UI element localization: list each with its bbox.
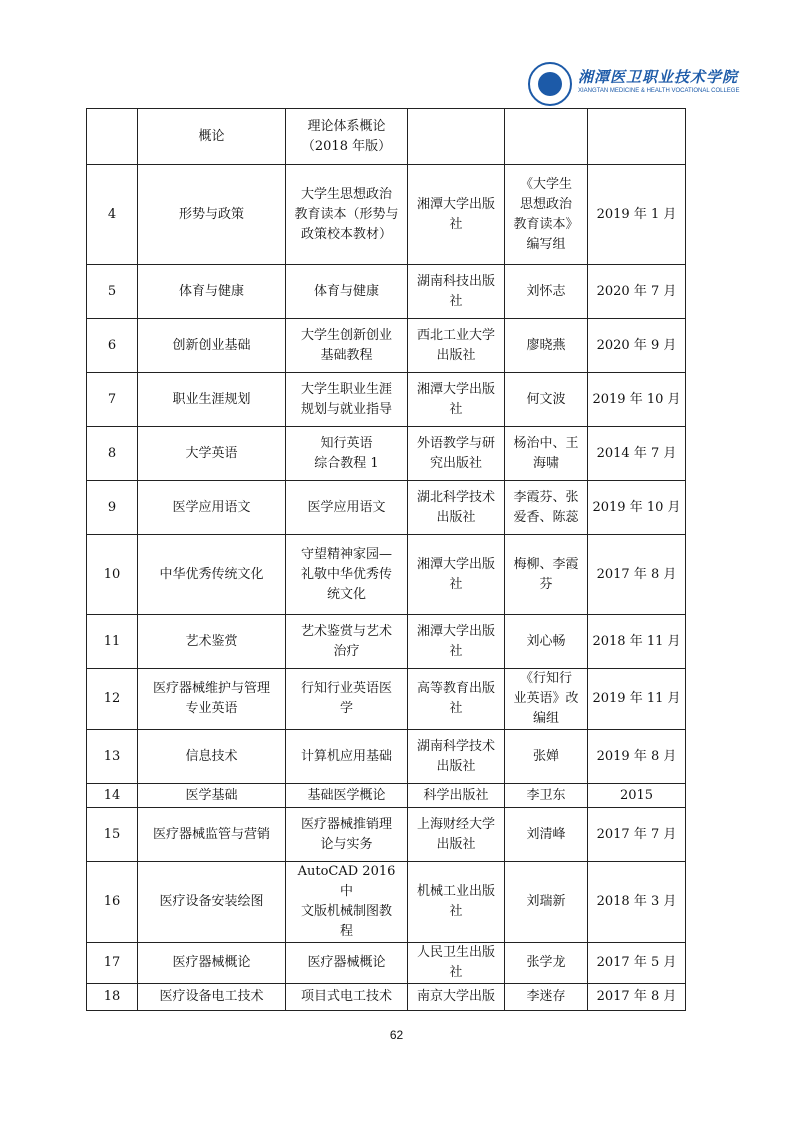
- table-cell: 7: [87, 373, 138, 427]
- table-cell: 湘潭大学出版 社: [408, 615, 505, 669]
- table-cell: 医学应用语文: [138, 481, 286, 535]
- table-cell: 李卫东: [505, 784, 588, 808]
- table-cell: 2019 年 11 月: [588, 669, 686, 730]
- table-cell: 《行知行 业英语》改 编组: [505, 669, 588, 730]
- table-cell: 理论体系概论 （2018 年版）: [286, 109, 408, 165]
- table-cell: 14: [87, 784, 138, 808]
- table-cell: 信息技术: [138, 730, 286, 784]
- table-cell: 湖南科技出版 社: [408, 265, 505, 319]
- table-cell: 11: [87, 615, 138, 669]
- table-cell: 湘潭大学出版 社: [408, 165, 505, 265]
- table-cell: 基础医学概论: [286, 784, 408, 808]
- table-row: [87, 784, 686, 808]
- table-cell: 2019 年 1 月: [588, 165, 686, 265]
- table-cell: 2019 年 10 月: [588, 481, 686, 535]
- table-cell: 人民卫生出版 社: [408, 943, 505, 984]
- table-cell: 2017 年 5 月: [588, 943, 686, 984]
- table-cell: 医疗器械监管与营销: [138, 808, 286, 862]
- table-cell: 湘潭大学出版 社: [408, 535, 505, 615]
- table-cell: 医学基础: [138, 784, 286, 808]
- table-cell: 2017 年 8 月: [588, 535, 686, 615]
- school-name-en: XIANGTAN MEDICINE & HEALTH VOCATIONAL COLLEGE: [578, 88, 740, 94]
- table-cell: [505, 109, 588, 165]
- table-cell: 湖南科学技术 出版社: [408, 730, 505, 784]
- table-cell: 2015: [588, 784, 686, 808]
- table-cell: 2018 年 3 月: [588, 862, 686, 943]
- table-cell: 何文波: [505, 373, 588, 427]
- table-cell: 杨治中、王 海啸: [505, 427, 588, 481]
- table-row: [87, 615, 686, 669]
- table-cell: 中华优秀传统文化: [138, 535, 286, 615]
- table-cell: 2019 年 8 月: [588, 730, 686, 784]
- table-row: [87, 669, 686, 730]
- table-cell: 概论: [138, 109, 286, 165]
- table-cell: 医疗器械概论: [138, 943, 286, 984]
- table-row: [87, 373, 686, 427]
- table-cell: 15: [87, 808, 138, 862]
- table-cell: 4: [87, 165, 138, 265]
- table-cell: 创新创业基础: [138, 319, 286, 373]
- table-cell: 廖晓燕: [505, 319, 588, 373]
- table-row: [87, 265, 686, 319]
- table-cell: 形势与政策: [138, 165, 286, 265]
- table-row: [87, 319, 686, 373]
- table-cell: 刘瑞新: [505, 862, 588, 943]
- table-cell: 医疗器械维护与管理 专业英语: [138, 669, 286, 730]
- table-cell: 12: [87, 669, 138, 730]
- table-cell: 刘清峰: [505, 808, 588, 862]
- table-row: [87, 427, 686, 481]
- table-cell: 2019 年 10 月: [588, 373, 686, 427]
- table-row: [87, 165, 686, 265]
- table-cell: 外语教学与研 究出版社: [408, 427, 505, 481]
- table-cell: 医疗器械推销理 论与实务: [286, 808, 408, 862]
- page-number: 62: [389, 1028, 404, 1042]
- table-cell: 刘怀志: [505, 265, 588, 319]
- table-cell: 医疗设备安装绘图: [138, 862, 286, 943]
- table-cell: [87, 109, 138, 165]
- table-cell: 2017 年 7 月: [588, 808, 686, 862]
- table-cell: 8: [87, 427, 138, 481]
- table-cell: 知行英语 综合教程 1: [286, 427, 408, 481]
- table-cell: 西北工业大学 出版社: [408, 319, 505, 373]
- table-row: [87, 109, 686, 165]
- table-cell: 大学英语: [138, 427, 286, 481]
- table-cell: 16: [87, 862, 138, 943]
- table-cell: 计算机应用基础: [286, 730, 408, 784]
- school-emblem-icon: [528, 62, 572, 106]
- table-cell: 体育与健康: [138, 265, 286, 319]
- table-cell: 《大学生 思想政治 教育读本》 编写组: [505, 165, 588, 265]
- table-cell: 刘心畅: [505, 615, 588, 669]
- table-cell: 行知行业英语医 学: [286, 669, 408, 730]
- table-cell: 13: [87, 730, 138, 784]
- table-cell: 2017 年 8 月: [588, 984, 686, 1011]
- table-cell: 5: [87, 265, 138, 319]
- table-cell: 大学生职业生涯 规划与就业指导: [286, 373, 408, 427]
- table-cell: 大学生创新创业 基础教程: [286, 319, 408, 373]
- table-cell: 2020 年 7 月: [588, 265, 686, 319]
- table-cell: 李迷存: [505, 984, 588, 1011]
- table-cell: 17: [87, 943, 138, 984]
- table-cell: 项目式电工技术: [286, 984, 408, 1011]
- table-cell: 10: [87, 535, 138, 615]
- table-row: [87, 943, 686, 984]
- table-cell: 医疗器械概论: [286, 943, 408, 984]
- table-cell: 2020 年 9 月: [588, 319, 686, 373]
- table-row: [87, 535, 686, 615]
- table-cell: 科学出版社: [408, 784, 505, 808]
- table-row: [87, 481, 686, 535]
- table-cell: 6: [87, 319, 138, 373]
- table-row: [87, 808, 686, 862]
- table-cell: AutoCAD 2016 中 文版机械制图教 程: [286, 862, 408, 943]
- table-cell: 上海财经大学 出版社: [408, 808, 505, 862]
- table-cell: 艺术鉴赏与艺术 治疗: [286, 615, 408, 669]
- table-cell: 医学应用语文: [286, 481, 408, 535]
- table-row: [87, 862, 686, 943]
- table-cell: 大学生思想政治 教育读本（形势与 政策校本教材）: [286, 165, 408, 265]
- textbook-table: [86, 108, 686, 1011]
- table-cell: 2018 年 11 月: [588, 615, 686, 669]
- table-cell: 湘潭大学出版 社: [408, 373, 505, 427]
- table-cell: [408, 109, 505, 165]
- table-cell: 高等教育出版 社: [408, 669, 505, 730]
- table-cell: [588, 109, 686, 165]
- school-name: 湘潭医卫职业技术学院: [578, 68, 739, 86]
- table-cell: 体育与健康: [286, 265, 408, 319]
- table-cell: 2014 年 7 月: [588, 427, 686, 481]
- table-cell: 湖北科学技术 出版社: [408, 481, 505, 535]
- table-row: [87, 730, 686, 784]
- school-logo: [528, 62, 740, 110]
- table-cell: 机械工业出版 社: [408, 862, 505, 943]
- table-cell: 张婵: [505, 730, 588, 784]
- table-cell: 张学龙: [505, 943, 588, 984]
- table-cell: 18: [87, 984, 138, 1011]
- table-cell: 9: [87, 481, 138, 535]
- table-cell: 李霞芬、张 爱香、陈蕊: [505, 481, 588, 535]
- table-cell: 南京大学出版: [408, 984, 505, 1011]
- table-cell: 梅柳、李霞 芬: [505, 535, 588, 615]
- table-cell: 艺术鉴赏: [138, 615, 286, 669]
- table-cell: 职业生涯规划: [138, 373, 286, 427]
- table-row: [87, 984, 686, 1011]
- table-cell: 守望精神家园— 礼敬中华优秀传 统文化: [286, 535, 408, 615]
- table-cell: 医疗设备电工技术: [138, 984, 286, 1011]
